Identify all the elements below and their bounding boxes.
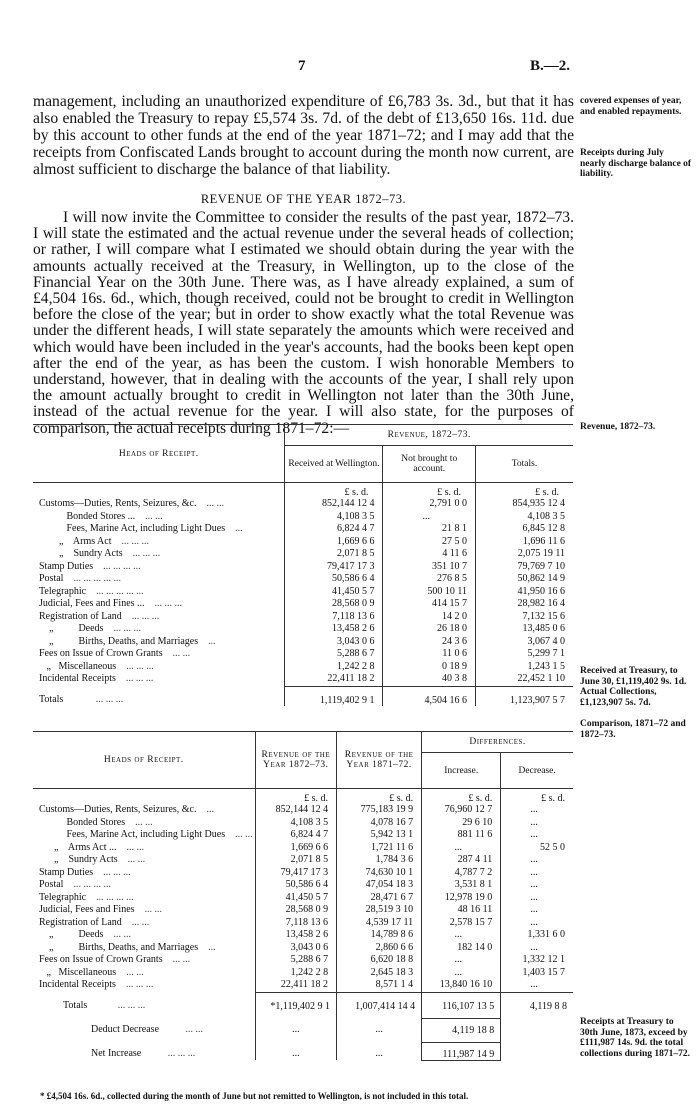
cell-c: 28,982 16 4: [476, 598, 574, 611]
row-head-label: „ Births, Deaths, and Marriages: [39, 941, 199, 953]
leader-dots: ...: [235, 523, 243, 534]
row-head-label: Customs—Duties, Rents, Seizures, &c.: [39, 804, 197, 815]
table-row: [33, 967, 573, 980]
cell-b: 14 2 0: [383, 611, 476, 624]
footnote: * £4,504 16s. 6d., collected during the month of June but not remitted to Wellington, is not included in this total.: [40, 1091, 469, 1101]
cell-d: 1,331 6 0: [501, 929, 573, 942]
table-row: [33, 954, 573, 967]
cell-a: 41,450 5 7: [285, 586, 383, 599]
row-head-label: „ Sundry Acts: [39, 854, 118, 865]
row-head-label: Bonded Stores: [39, 816, 126, 828]
deduct-increase: 4,119 18 8: [422, 1018, 501, 1042]
cell-c: 13,485 0 6: [476, 623, 574, 636]
cell-b: 2,645 18 3: [337, 967, 422, 980]
net-1872-73: ...: [255, 1042, 336, 1060]
leader-dots: ... ... ... ... ...: [73, 573, 121, 584]
deduct-decrease-row: [33, 1018, 573, 1042]
cell-a: 852,144 12 4: [255, 804, 336, 817]
table-header-row: [33, 425, 573, 446]
revenue-comparison-table: [33, 731, 573, 1061]
cell-d: ...: [501, 829, 573, 842]
leader-dots: ... ... ... ...: [73, 879, 111, 890]
leader-dots: ...: [208, 941, 216, 953]
leader-dots: ... ...: [235, 829, 253, 840]
table-row: [33, 817, 573, 830]
cell-b: 28,519 3 10: [337, 904, 422, 917]
cell-a: 50,586 6 4: [255, 879, 336, 892]
page-number: 7: [298, 58, 306, 74]
row-head-label: Registration of Land: [39, 610, 122, 622]
cell-a: 5,288 6 7: [285, 648, 383, 661]
margin-note-5: Comparison, 1871–72 and 1872–73.: [580, 719, 686, 740]
cell-a: 22,411 18 2: [285, 673, 383, 686]
cell-a: 13,458 2 6: [285, 623, 383, 636]
cell-b: 21 8 1: [383, 523, 476, 536]
cell-c: 22,452 1 10: [476, 673, 574, 686]
cell-b: 2,791 0 0: [383, 498, 476, 511]
units-label: £ s. d.: [337, 789, 422, 805]
cell-b: 351 10 7: [383, 561, 476, 574]
table-row: [33, 648, 573, 661]
cell-b: 500 10 11: [383, 586, 476, 599]
net-1871-72: ...: [337, 1042, 422, 1060]
cell-b: 276 8 5: [383, 573, 476, 586]
net-increase-value: 111,987 14 9: [422, 1042, 501, 1060]
row-head-label: Telegraphic: [39, 585, 87, 597]
table-row: [33, 929, 573, 942]
cell-d: ...: [501, 867, 573, 880]
row-head-label: Bonded Stores ...: [39, 510, 136, 522]
total-totals: 1,123,907 5 7: [476, 686, 574, 706]
cell-a: 6,824 4 7: [255, 829, 336, 842]
row-head-label: „ Arms Act ...: [39, 841, 117, 853]
cell-c: 3,531 8 1: [422, 879, 501, 892]
col-revenue-1872-73: Revenue of the Year 1872–73.: [255, 732, 336, 789]
row-head-label: Incidental Receipts: [39, 673, 116, 684]
cell-b: 8,571 1 4: [337, 979, 422, 992]
cell-d: 1,403 15 7: [501, 967, 573, 980]
section-heading: REVENUE OF THE YEAR 1872–73.: [200, 192, 407, 206]
leader-dots: ... ...: [172, 648, 191, 659]
cell-c: 12,978 19 0: [422, 892, 501, 905]
leader-dots: ... ...: [126, 841, 144, 853]
cell-a: 852,144 12 4: [285, 498, 383, 511]
row-head-label: Fees on Issue of Crown Grants: [39, 648, 163, 659]
cell-d: ...: [501, 979, 573, 992]
col-heads-of-receipt: Heads of Receipt.: [33, 425, 285, 483]
row-head-label: Postal: [39, 879, 64, 890]
col-heads-of-receipt: Heads of Receipt.: [33, 732, 255, 789]
leader-dots: ... ... ... ...: [96, 891, 134, 903]
units-label: £ s. d.: [285, 483, 383, 499]
leader-dots: ... ...: [185, 1024, 204, 1035]
leader-dots: ... ...: [144, 904, 163, 915]
margin-note-3: Revenue, 1872–73.: [580, 422, 656, 432]
cell-c: 2,075 19 11: [476, 548, 574, 561]
leader-dots: ...: [208, 635, 216, 647]
cell-b: 11 0 6: [383, 648, 476, 661]
totals-decrease: 4,119 8 8: [501, 992, 573, 1018]
cell-d: ...: [501, 904, 573, 917]
row-head-label: Fees on Issue of Crown Grants: [39, 954, 163, 965]
net-increase-row: [33, 1042, 573, 1060]
cell-c: 13,840 16 10: [422, 979, 501, 992]
cell-a: 5,288 6 7: [255, 954, 336, 967]
leader-dots: ... ...: [206, 498, 224, 509]
table-row: [33, 561, 573, 574]
table-total-row: [33, 992, 573, 1018]
cell-c: 41,950 16 6: [476, 586, 574, 599]
table-row: [33, 536, 573, 549]
table-row: [33, 586, 573, 599]
cell-c: 4,108 3 5: [476, 511, 574, 524]
row-head-label: „ Deeds: [39, 623, 104, 634]
cell-a: 4,108 3 5: [285, 511, 383, 524]
margin-note-2: Receipts during July nearly discharge balance of liability.: [580, 148, 692, 179]
cell-b: 14,789 8 6: [337, 929, 422, 942]
row-head-label: Registration of Land: [39, 916, 122, 928]
cell-c: 2,578 15 7: [422, 917, 501, 930]
leader-dots: ... ... ...: [154, 598, 183, 609]
cell-b: 74,630 10 1: [337, 867, 422, 880]
leader-dots: ... ...: [127, 854, 146, 865]
margin-note-4: Received at Treasury, to June 30, £1,119,402 9s. 1d. Actual Collections, £1,123,907 5s. 7d.: [580, 666, 687, 708]
cell-c: 182 14 0: [422, 942, 501, 955]
cell-a: 1,669 6 6: [285, 536, 383, 549]
row-head-label: Fees, Marine Act, including Light Dues: [39, 523, 226, 534]
cell-a: 2,071 8 5: [285, 548, 383, 561]
table-row: [33, 804, 573, 817]
table-row: [33, 611, 573, 624]
cell-c: ...: [422, 967, 501, 980]
cell-a: 3,043 0 6: [255, 942, 336, 955]
units-label: £ s. d.: [255, 789, 336, 805]
cell-b: 6,620 18 8: [337, 954, 422, 967]
table-row: [33, 623, 573, 636]
row-head-label: Fees, Marine Act, including Light Dues: [39, 829, 226, 840]
table-row: [33, 842, 573, 855]
total-received: 1,119,402 9 1: [285, 686, 383, 706]
units-row: [33, 789, 573, 805]
page-reference: B.—2.: [530, 58, 571, 74]
leader-dots: ... ...: [172, 954, 191, 965]
leader-dots: ... ... ...: [95, 694, 124, 705]
cell-c: 48 16 11: [422, 904, 501, 917]
totals-1871-72: 1,007,414 14 4: [337, 992, 422, 1018]
row-head-label: „ Births, Deaths, and Marriages: [39, 635, 199, 647]
cell-b: 27 5 0: [383, 536, 476, 549]
row-head-label: Stamp Duties: [39, 560, 94, 572]
row-head-label: Telegraphic: [39, 891, 87, 903]
cell-d: ...: [501, 854, 573, 867]
cell-c: 50,862 14 9: [476, 573, 574, 586]
row-head-label: Postal: [39, 573, 64, 584]
leader-dots: ... ... ...: [121, 535, 149, 547]
revenue-table-1872-73: [33, 424, 573, 706]
leader-dots: ... ... ...: [117, 1000, 146, 1011]
margin-note-6: Receipts at Treasury to 30th June, 1873, exceed by £111,987 14s. 9d. the total collections during 1871–72.: [580, 1017, 691, 1059]
cell-c: ...: [422, 954, 501, 967]
row-head-label: „ Sundry Acts: [39, 548, 123, 559]
cell-d: ...: [501, 804, 573, 817]
table-row: [33, 598, 573, 611]
cell-b: ...: [383, 511, 476, 524]
cell-a: 22,411 18 2: [255, 979, 336, 992]
col-totals: Totals.: [476, 446, 574, 483]
cell-b: 26 18 0: [383, 623, 476, 636]
table-row: [33, 979, 573, 992]
leader-dots: ... ... ...: [167, 1048, 196, 1059]
cell-a: 6,824 4 7: [285, 523, 383, 536]
leader-dots: ... ... ... ... ...: [96, 585, 144, 597]
cell-c: 1,243 1 5: [476, 661, 574, 674]
leader-dots: ...: [206, 804, 214, 815]
cell-c: 29 6 10: [422, 817, 501, 830]
cell-d: 52 5 0: [501, 842, 573, 855]
margin-note-1: covered expenses of year, and enabled repayments.: [580, 96, 682, 117]
cell-a: 1,669 6 6: [255, 842, 336, 855]
cell-d: ...: [501, 879, 573, 892]
cell-b: 1,721 11 6: [337, 842, 422, 855]
units-label: £ s. d.: [501, 789, 573, 805]
leader-dots: ... ...: [131, 916, 150, 928]
cell-c: 287 4 11: [422, 854, 501, 867]
leader-dots: ... ... ...: [125, 979, 154, 990]
cell-a: 13,458 2 6: [255, 929, 336, 942]
units-label: £ s. d.: [422, 789, 501, 805]
cell-c: 79,769 7 10: [476, 561, 574, 574]
cell-b: 414 15 7: [383, 598, 476, 611]
table-row: [33, 829, 573, 842]
row-head-label: Judicial, Fees and Fines ...: [39, 598, 145, 609]
cell-a: 79,417 17 3: [285, 561, 383, 574]
leader-dots: ... ... ...: [125, 673, 154, 684]
cell-c: 3,067 4 0: [476, 636, 574, 649]
cell-a: 50,586 6 4: [285, 573, 383, 586]
cell-c: 854,935 12 4: [476, 498, 574, 511]
empty-cell: [501, 1042, 573, 1060]
cell-d: ...: [501, 942, 573, 955]
table-row: [33, 892, 573, 905]
total-label: Totals: [39, 694, 64, 705]
table-row: [33, 879, 573, 892]
units-label: £ s. d.: [476, 483, 574, 499]
cell-a: 1,242 2 8: [285, 661, 383, 674]
net-label: Net Increase: [91, 1048, 142, 1059]
col-differences: Differences.: [422, 732, 573, 753]
cell-b: 775,183 19 9: [337, 804, 422, 817]
cell-c: 76,960 12 7: [422, 804, 501, 817]
total-label: Totals: [63, 1000, 88, 1011]
cell-b: 2,860 6 6: [337, 942, 422, 955]
cell-a: 1,242 2 8: [255, 967, 336, 980]
col-revenue-year: Revenue, 1872–73.: [285, 425, 573, 446]
empty-cell: [501, 1018, 573, 1042]
cell-d: 1,332 12 1: [501, 954, 573, 967]
cell-a: 28,568 0 9: [285, 598, 383, 611]
cell-c: 6,845 12 8: [476, 523, 574, 536]
cell-b: 5,942 13 1: [337, 829, 422, 842]
leader-dots: ... ...: [145, 510, 163, 522]
totals-1872-73: *1,119,402 9 1: [255, 992, 336, 1018]
col-revenue-1871-72: Revenue of the Year 1871–72.: [337, 732, 422, 789]
row-head-label: „ Miscellaneous: [39, 966, 117, 978]
paragraph-intro: management, including an unauthorized expenditure of £6,783 3s. 3d., but that it has also enabled the Treasury to repay £5,574 3s. 7d. of the debt of £13,650 16s. 11d. due by this account to other funds at the end of the year 1871–72; and I may add that the receipts from Confiscated Lands brought to account during the month now current, are almost sufficient to discharge the balance of that liability.: [33, 93, 574, 178]
row-head-label: Incidental Receipts: [39, 979, 116, 990]
row-head-label: „ Arms Act: [39, 535, 112, 547]
cell-d: ...: [501, 892, 573, 905]
table-row: [33, 636, 573, 649]
table-total-row: [33, 686, 573, 706]
cell-a: 2,071 8 5: [255, 854, 336, 867]
deduct-1871-72: ...: [337, 1018, 422, 1042]
deduct-1872-73: ...: [255, 1018, 336, 1042]
table-row: [33, 511, 573, 524]
cell-b: 0 18 9: [383, 661, 476, 674]
cell-d: ...: [501, 817, 573, 830]
cell-c: 1,696 11 6: [476, 536, 574, 549]
leader-dots: ... ... ...: [126, 660, 154, 672]
table-row: [33, 673, 573, 686]
table-row: [33, 498, 573, 511]
table-row: [33, 867, 573, 880]
leader-dots: ... ...: [135, 816, 153, 828]
cell-a: 41,450 5 7: [255, 892, 336, 905]
cell-a: 79,417 17 3: [255, 867, 336, 880]
row-head-label: „ Miscellaneous: [39, 660, 117, 672]
table-row: [33, 523, 573, 536]
cell-a: 3,043 0 6: [285, 636, 383, 649]
paragraph-revenue: I will now invite the Committee to consider the results of the past year, 1872–73. I will state the estimated and the actual revenue under the several heads of collection; or rather, I will compare what I estimated we should obtain during the year with the amounts actually received at the Treasury, in Wellington, up to the close of the Financial Year on the 30th June. There was, as I have already explained, a sum of £4,504 16s. 6d., which, though received, could not be brought to credit in Wellington before the close of the year; but in order to show exactly what the total Revenue was under the different heads, I will state separately the amounts which were received and which would have been included in the year's accounts, had the books been kept open after the end of the year, as has been the custom. I wish honorable Members to understand, however, that in dealing with the accounts of the year, I shall rely upon the amount actually brought to credit in Wellington not later than the 30th June, instead of the actual revenue for the year. I will also state, for the purposes of comparison, the actual receipts during 1871–72:—: [33, 209, 574, 437]
units-row: [33, 483, 573, 499]
cell-b: 1,784 3 6: [337, 854, 422, 867]
table-row: [33, 942, 573, 955]
col-not-brought: Not brought to account.: [383, 446, 476, 483]
cell-a: 4,108 3 5: [255, 817, 336, 830]
table-row: [33, 854, 573, 867]
table-row: [33, 573, 573, 586]
cell-a: 28,568 0 9: [255, 904, 336, 917]
cell-b: 4 11 6: [383, 548, 476, 561]
leader-dots: ... ... ... ...: [103, 560, 141, 572]
col-received-wellington: Received at Wellington.: [285, 446, 383, 483]
table-row: [33, 904, 573, 917]
cell-b: 40 3 8: [383, 673, 476, 686]
leader-dots: ... ...: [126, 966, 144, 978]
table-row: [33, 917, 573, 930]
cell-a: 7,118 13 6: [285, 611, 383, 624]
leader-dots: ... ... ...: [113, 623, 141, 634]
units-label: £ s. d.: [383, 483, 476, 499]
col-decrease: Decrease.: [501, 753, 573, 789]
cell-b: 28,471 6 7: [337, 892, 422, 905]
leader-dots: ... ... ...: [103, 866, 131, 878]
cell-b: 4,078 16 7: [337, 817, 422, 830]
row-head-label: Stamp Duties: [39, 866, 94, 878]
row-head-label: Customs—Duties, Rents, Seizures, &c.: [39, 498, 197, 509]
row-head-label: „ Deeds: [39, 929, 104, 940]
cell-b: 47,054 18 3: [337, 879, 422, 892]
table-row: [33, 548, 573, 561]
total-not-brought: 4,504 16 6: [383, 686, 476, 706]
cell-c: ...: [422, 929, 501, 942]
cell-b: 4,539 17 11: [337, 917, 422, 930]
cell-a: 7,118 13 6: [255, 917, 336, 930]
leader-dots: ... ... ...: [132, 548, 161, 559]
deduct-label: Deduct Decrease: [91, 1024, 160, 1035]
leader-dots: ... ... ...: [131, 610, 160, 622]
cell-c: 7,132 15 6: [476, 611, 574, 624]
col-increase: Increase.: [422, 753, 501, 789]
totals-increase: 116,107 13 5: [422, 992, 501, 1018]
cell-c: ...: [422, 842, 501, 855]
leader-dots: ... ...: [113, 929, 131, 940]
cell-b: 24 3 6: [383, 636, 476, 649]
cell-d: ...: [501, 917, 573, 930]
cell-c: 881 11 6: [422, 829, 501, 842]
table-row: [33, 661, 573, 674]
row-head-label: Judicial, Fees and Fines: [39, 904, 135, 915]
table-header-row: [33, 732, 573, 753]
cell-c: 5,299 7 1: [476, 648, 574, 661]
cell-c: 4,787 7 2: [422, 867, 501, 880]
